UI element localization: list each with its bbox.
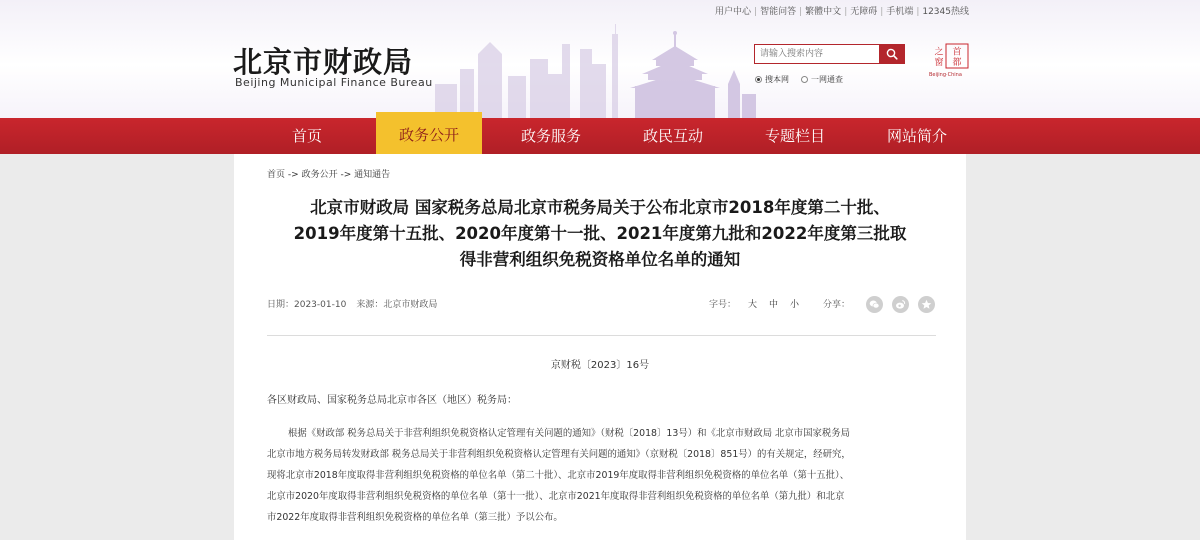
font-size-controls bbox=[709, 297, 799, 310]
breadcrumb-separator: -> bbox=[340, 170, 352, 180]
search-box bbox=[754, 44, 905, 64]
svg-text:都: 都 bbox=[952, 58, 962, 68]
addressee: 各区财政局、国家税务总局北京市各区（地区）税务局： bbox=[267, 395, 517, 406]
divider bbox=[267, 335, 936, 336]
body-line: 根据《财政部 税务总局关于非营利组织免税资格认定管理有关问题的通知》（财税〔2018〕13号）和《北京市财政局 北京市国家税务局 bbox=[288, 428, 851, 439]
radio-label: 一网通查 bbox=[811, 75, 843, 84]
body-line: 市2022年度取得非营利组织免税资格的单位名单（第三批）予以公布。 bbox=[267, 512, 563, 523]
radio-dot bbox=[801, 76, 808, 83]
site-header bbox=[0, 0, 1200, 118]
wechat-icon bbox=[869, 299, 880, 310]
body-line: 北京市2020年度取得非营利组织免税资格的单位名单（第十一批）、北京市2021年度取得非营利组织免税资格的单位名单（第九批）和北京 bbox=[267, 491, 845, 502]
article-title bbox=[234, 195, 966, 273]
nav-item-topics[interactable]: 专题栏目 bbox=[764, 127, 825, 145]
share-label: 分享： bbox=[823, 300, 851, 310]
breadcrumb bbox=[267, 167, 390, 180]
separator: | bbox=[754, 7, 758, 17]
document-number: 京财税〔2023〕16号 bbox=[550, 360, 650, 371]
font-size-small-button[interactable]: 小 bbox=[790, 300, 800, 310]
top-link-accessibility[interactable]: 无障碍 bbox=[850, 7, 878, 17]
search-icon bbox=[886, 48, 898, 60]
search-button[interactable] bbox=[879, 45, 904, 63]
share-weibo-button[interactable] bbox=[892, 296, 909, 313]
nav-item-interaction[interactable]: 政民互动 bbox=[642, 127, 703, 145]
breadcrumb-notices[interactable]: 通知通告 bbox=[354, 170, 391, 180]
nav-item-gov-services[interactable]: 政务服务 bbox=[520, 127, 581, 145]
top-link-qa[interactable]: 智能问答 bbox=[760, 7, 797, 17]
share-favorite-button[interactable] bbox=[918, 296, 935, 313]
svg-text:首: 首 bbox=[952, 47, 962, 58]
body-line: 北京市地方税务局转发财政部 税务总局关于非营利组织免税资格认定管理有关问题的通知》（京财税〔2018〕851号）的有关规定，经研究， bbox=[267, 449, 851, 460]
top-link-mobile[interactable]: 手机端 bbox=[886, 7, 914, 17]
beijing-skyline-illustration bbox=[430, 14, 760, 118]
font-size-label: 字号： bbox=[709, 300, 737, 310]
weibo-icon bbox=[895, 299, 906, 310]
publish-date: 日期：2023-01-10 bbox=[267, 300, 347, 310]
breadcrumb-gov-affairs[interactable]: 政务公开 bbox=[301, 170, 338, 180]
font-size-large-button[interactable]: 大 bbox=[748, 300, 758, 310]
separator: | bbox=[916, 7, 920, 17]
site-logo-title[interactable]: 北京市财政局 bbox=[233, 45, 414, 79]
top-link-user-center[interactable]: 用户中心 bbox=[715, 7, 752, 17]
article-source: 来源：北京市财政局 bbox=[356, 300, 438, 310]
nav-item-gov-affairs-open[interactable]: 政务公开 bbox=[376, 112, 482, 154]
top-link-traditional[interactable]: 繁體中文 bbox=[805, 7, 842, 17]
separator: | bbox=[844, 7, 848, 17]
main-nav bbox=[0, 118, 1200, 154]
radio-dot-selected bbox=[755, 76, 762, 83]
search-scope-options bbox=[755, 74, 855, 85]
separator: | bbox=[880, 7, 884, 17]
font-size-medium-button[interactable]: 中 bbox=[769, 300, 779, 310]
separator: | bbox=[799, 7, 803, 17]
search-input[interactable] bbox=[755, 45, 879, 63]
title-line: 得非营利组织免税资格单位名单的通知 bbox=[459, 250, 741, 269]
title-line: 2019年度第十五批、2020年度第十一批、2021年度第九批和2022年度第三批取 bbox=[293, 224, 907, 243]
share-wechat-button[interactable] bbox=[866, 296, 883, 313]
radio-search-site[interactable] bbox=[755, 74, 789, 85]
radio-label: 搜本网 bbox=[765, 75, 789, 84]
seal-subtitle: Beijing·China bbox=[929, 72, 962, 78]
breadcrumb-separator: -> bbox=[287, 170, 299, 180]
article-body bbox=[267, 423, 947, 528]
article-meta bbox=[267, 297, 447, 310]
site-logo-subtitle: Beijing Municipal Finance Bureau bbox=[235, 76, 433, 89]
breadcrumb-home[interactable]: 首页 bbox=[267, 170, 286, 180]
top-link-hotline[interactable]: 12345热线 bbox=[922, 7, 969, 17]
body-line: 现将北京市2018年度取得非营利组织免税资格的单位名单（第二十批）、北京市2019年度取得非营利组织免税资格的单位名单（第十五批）、 bbox=[267, 470, 850, 481]
favorite-icon bbox=[921, 299, 932, 310]
svg-text:窗: 窗 bbox=[934, 58, 944, 68]
svg-text:之: 之 bbox=[934, 47, 944, 58]
article-panel bbox=[234, 154, 966, 540]
radio-search-all[interactable] bbox=[801, 74, 843, 85]
title-line: 北京市财政局 国家税务总局北京市税务局关于公布北京市2018年度第二十批、 bbox=[310, 198, 890, 217]
nav-item-home[interactable]: 首页 bbox=[291, 127, 322, 145]
nav-item-about[interactable]: 网站简介 bbox=[886, 127, 947, 145]
